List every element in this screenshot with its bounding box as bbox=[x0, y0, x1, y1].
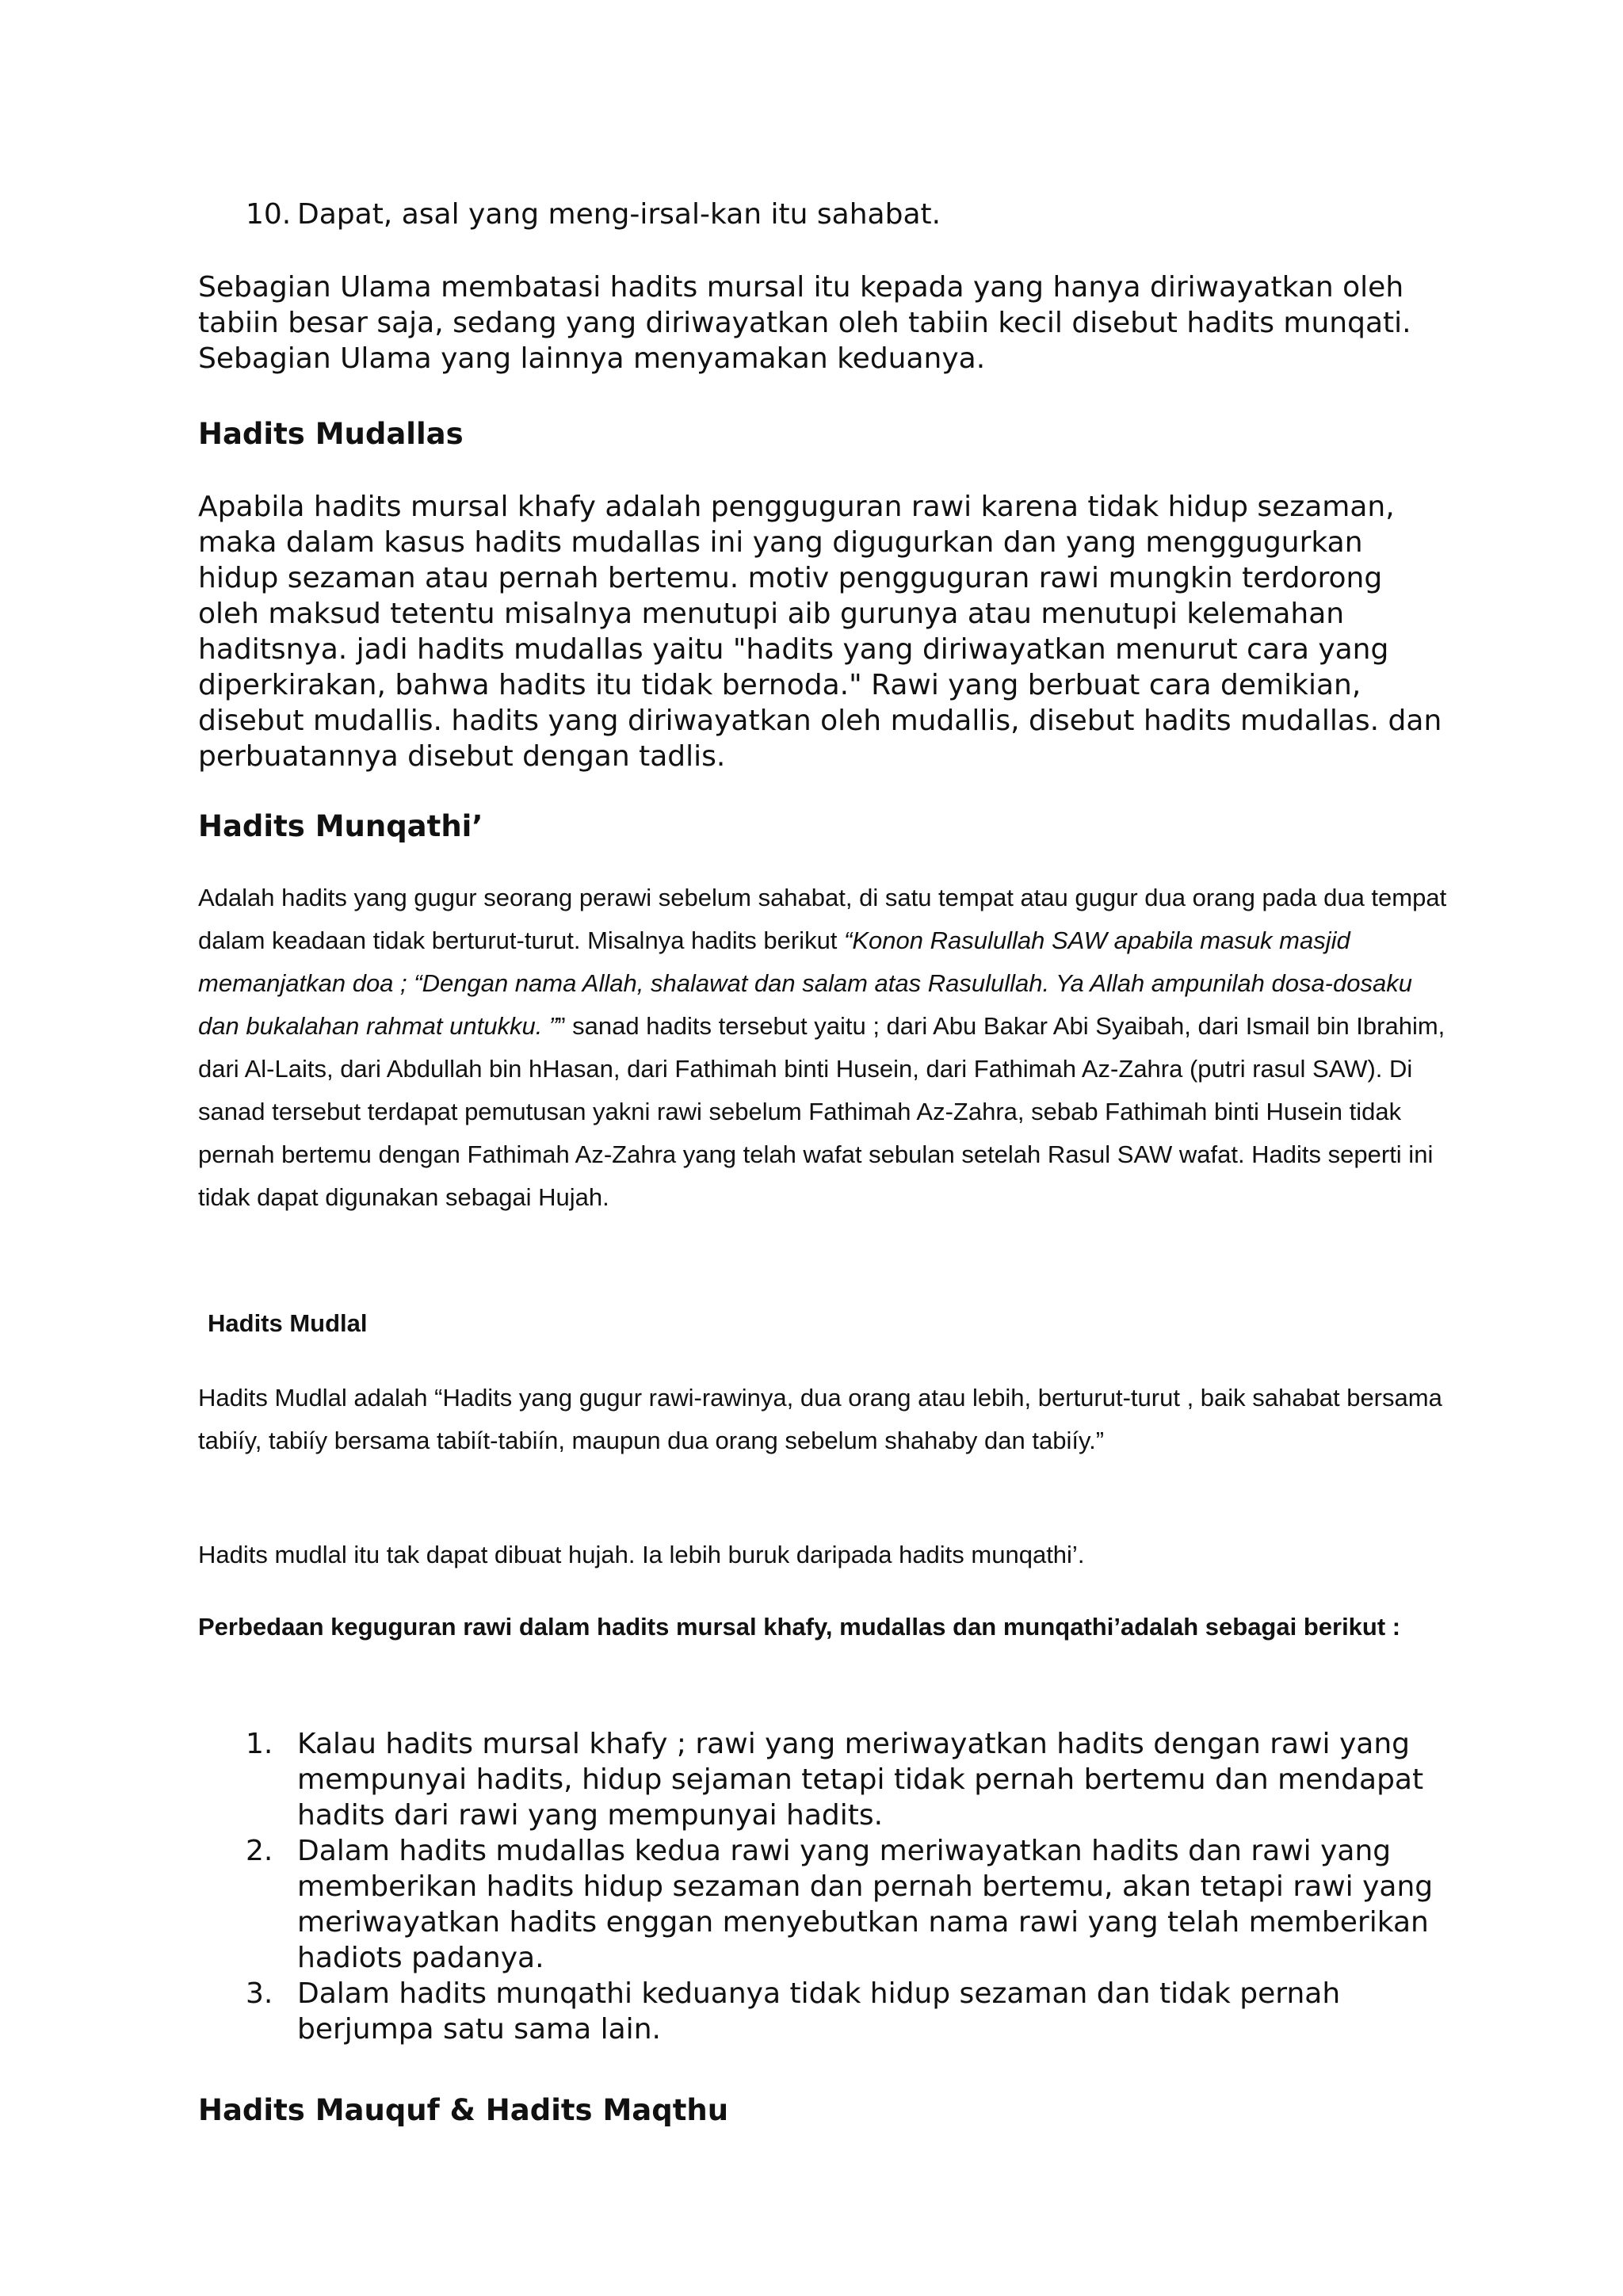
heading-mudallas: Hadits Mudallas bbox=[198, 417, 464, 451]
item-number: 1. bbox=[246, 1728, 273, 1760]
heading-mauquf-maqthu: Hadits Mauquf & Hadits Maqthu bbox=[198, 2093, 729, 2127]
numbered-item-10 bbox=[198, 197, 1549, 232]
heading-munqathi: Hadits Munqathi’ bbox=[198, 809, 483, 843]
munqathi-text-end: ” sanad hadits tersebut yaitu ; dari Abu Bakar Abi Syaibah, dari Ismail bin Ibrahim, dari Al-Laits, dari Abdullah bin hHasan, dari Fathimah binti Husein, dari Fathimah Az-Zahra (putri rasul SAW). Di sanad tersebut terdapat pemutusan yakni rawi sebelum Fathimah Az-Zahra, sebab Fathimah binti Husein tidak pernah bertemu dengan Fathimah Az-Zahra yang telah wafat sebulan setelah Rasul SAW wafat. Hadits seperti ini tidak dapat digunakan sebagai Hujah. bbox=[198, 1012, 1445, 1211]
list-item bbox=[198, 1833, 1450, 1976]
munqathi-paragraph bbox=[198, 877, 1450, 1219]
differences-list bbox=[198, 1726, 1450, 2047]
munqathi-quote: “Konon Rasulullah SAW apabila masuk masjid memanjatkan doa ; “Dengan nama Allah, shalawat dan salam atas Rasulullah. Ya Allah ampunilah dosa-dosaku dan bukalahan rahmat untukku. ” bbox=[198, 926, 1412, 1040]
heading-differences: Perbedaan keguguran rawi dalam hadits mursal khafy, mudallas dan munqathi’adalah sebagai berikut : bbox=[198, 1613, 1401, 1641]
munqathi-text-start: Adalah hadits yang gugur seorang perawi sebelum sahabat, di satu tempat atau gugur dua orang pada dua tempat dalam keadaan tidak berturut-turut. Misalnya hadits berikut bbox=[198, 884, 1447, 954]
item-text: Dalam hadits mudallas kedua rawi yang meriwayatkan hadits dan rawi yang memberikan hadits hidup sezaman dan pernah bertemu, akan tetapi rawi yang meriwayatkan hadits enggan menyebutkan nama rawi yang telah memberikan hadiots padanya. bbox=[297, 1835, 1434, 1974]
heading-mudlal: Hadits Mudlal bbox=[208, 1309, 368, 1337]
item-number: 3. bbox=[246, 1977, 273, 2010]
mudlal-paragraph-2: Hadits mudlal itu tak dapat dibuat hujah. Ia lebih buruk daripada hadits munqathi’. bbox=[198, 1541, 1085, 1568]
list-item bbox=[198, 1726, 1450, 1833]
item-number: 2. bbox=[246, 1835, 273, 1867]
item-text: Kalau hadits mursal khafy ; rawi yang meriwayatkan hadits dengan rawi yang mempunyai hadits, hidup sejaman tetapi tidak pernah bertemu dan mendapat hadits dari rawi yang mempunyai hadits. bbox=[297, 1728, 1424, 1832]
item-number: 10. bbox=[246, 198, 292, 231]
item-text: Dalam hadits munqathi keduanya tidak hidup sezaman dan tidak pernah berjumpa satu sama lain. bbox=[297, 1977, 1341, 2046]
list-item bbox=[198, 1976, 1450, 2047]
mudallas-paragraph: Apabila hadits mursal khafy adalah pengguguran rawi karena tidak hidup sezaman, maka dalam kasus hadits mudallas ini yang digugurkan dan yang menggugurkan hidup sezaman atau pernah bertemu. motiv pengguguran rawi mungkin terdorong oleh maksud tetentu misalnya menutupi aib gurunya atau menutupi kelemahan haditsnya. jadi hadits mudallas yaitu "hadits yang diriwayatkan menurut cara yang diperkirakan, bahwa hadits itu tidak bernoda." Rawi yang berbuat cara demikian, disebut mudallis. hadits yang diriwayatkan oleh mudallis, disebut hadits mudallas. dan perbuatannya disebut dengan tadlis. bbox=[198, 491, 1442, 773]
intro-paragraph: Sebagian Ulama membatasi hadits mursal itu kepada yang hanya diriwayatkan oleh tabiin besar saja, sedang yang diriwayatkan oleh tabiin kecil disebut hadits munqati. Sebagian Ulama yang lainnya menyamakan keduanya. bbox=[198, 271, 1411, 375]
mudlal-paragraph-1: Hadits Mudlal adalah “Hadits yang gugur rawi-rawinya, dua orang atau lebih, berturut-turut , baik sahabat bersama tabiíy, tabiíy bersama tabiít-tabiín, maupun dua orang sebelum shahaby dan tabiíy.” bbox=[198, 1384, 1442, 1454]
item-text: Dapat, asal yang meng-irsal-kan itu sahabat. bbox=[297, 198, 941, 231]
